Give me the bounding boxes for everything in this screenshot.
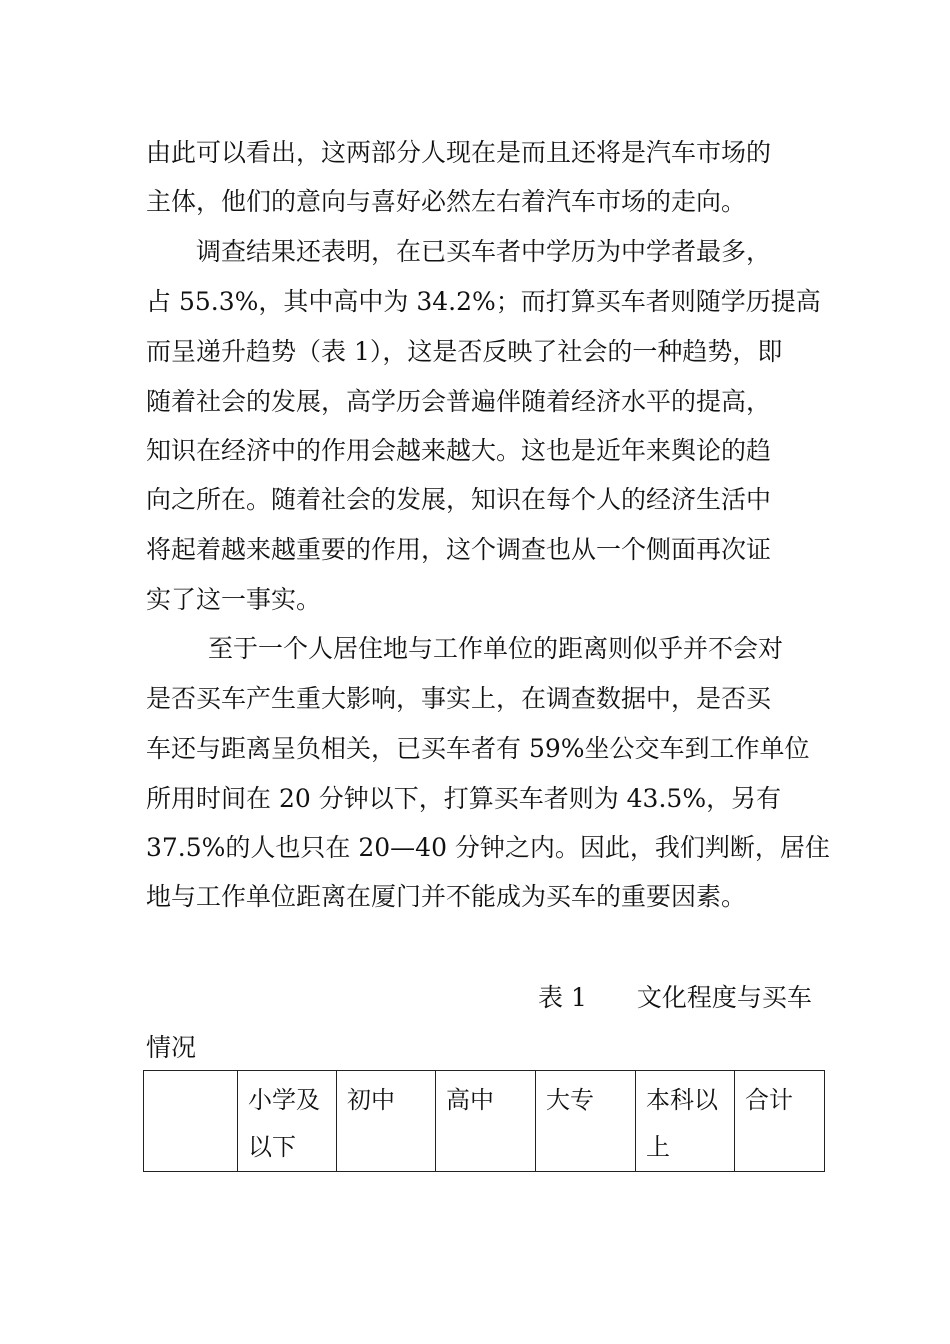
education-table xyxy=(143,1070,825,1172)
text-line: 车还与距离呈负相关，已买车者有 59%坐公交车到工作单位 xyxy=(146,734,810,763)
table-header-cell: 合计 xyxy=(735,1071,825,1172)
text-line: 而呈递升趋势（表 1），这是否反映了社会的一种趋势，即 xyxy=(146,337,783,366)
table-header-cell: 大专 xyxy=(536,1071,636,1172)
text-line: 实了这一事实。 xyxy=(146,585,322,614)
table-caption: 表 1 文化程度与买车 xyxy=(538,983,812,1012)
table-header-cell: 初中 xyxy=(337,1071,436,1172)
text-line: 将起着越来越重要的作用，这个调查也从一个侧面再次证 xyxy=(146,535,772,564)
text-line: 所用时间在 20 分钟以下，打算买车者则为 43.5%，另有 xyxy=(146,784,782,813)
text-line: 37.5%的人也只在 20—40 分钟之内。因此，我们判断，居住 xyxy=(146,833,830,862)
text-line: 调查结果还表明，在已买车者中学历为中学者最多， xyxy=(196,237,772,266)
text-line: 由此可以看出，这两部分人现在是而且还将是汽车市场的 xyxy=(146,138,772,167)
text-line: 是否买车产生重大影响，事实上，在调查数据中，是否买 xyxy=(146,684,772,713)
table-header-cell: 小学及以下 xyxy=(238,1071,337,1172)
text-line: 知识在经济中的作用会越来越大。这也是近年来舆论的趋 xyxy=(146,436,772,465)
text-line: 向之所在。随着社会的发展，知识在每个人的经济生活中 xyxy=(146,485,772,514)
text-line: 占 55.3%，其中高中为 34.2%；而打算买车者则随学历提高 xyxy=(146,287,821,316)
table-header-cell: 本科以上 xyxy=(636,1071,735,1172)
text-line: 主体，他们的意向与喜好必然左右着汽车市场的走向。 xyxy=(146,187,747,216)
text-line: 至于一个人居住地与工作单位的距离则似乎并不会对 xyxy=(208,634,784,663)
table-header-cell: 高中 xyxy=(436,1071,536,1172)
text-line: 随着社会的发展，高学历会普遍伴随着经济水平的提高， xyxy=(146,387,772,416)
text-line: 地与工作单位距离在厦门并不能成为买车的重要因素。 xyxy=(146,882,747,911)
table-header-cell xyxy=(144,1071,238,1172)
table-header-row xyxy=(144,1071,825,1172)
table-caption-continued: 情况 xyxy=(146,1033,197,1062)
